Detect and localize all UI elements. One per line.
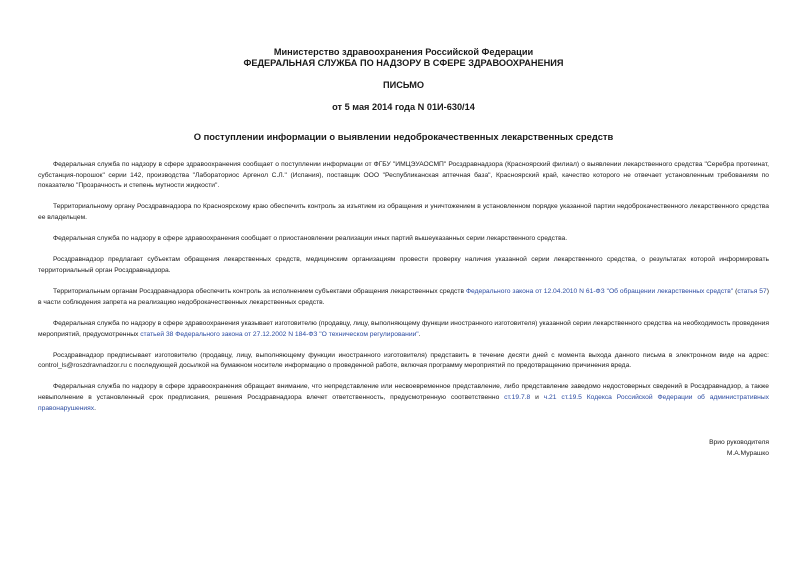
link-federal-law-61[interactable]: Федерального закона от 12.04.2010 N 61-ФЗ "Об обращении лекарственных средств" — [465, 288, 734, 296]
paragraph-4: Росздравнадзор предлагает субъектам обращения лекарственных средств, медицинским организациям провести проверку наличия указанной серии лекарственного средства, о результатах которой информировать территориальный орган Росздравнадзора. — [38, 256, 769, 274]
ministry-name: Министерство здравоохранения Российской Федерации — [273, 47, 534, 57]
document-title: О поступлении информации о выявлении недоброкачественных лекарственных средств — [193, 131, 614, 142]
paragraph-8-text-a: Федеральная служба по надзору в сфере здравоохранения обращает внимание, что непредставление или несвоевременное представление, либо представление заведомо недостоверных сведений в Росздравнадзор, а также невыполнение в установленный срок предписания, решения Росздравнадзора влечет ответственность, предусмотренную соответственно — [38, 383, 769, 402]
document-date-number: от 5 мая 2014 года N 01И-630/14 — [332, 102, 475, 112]
paragraph-8 — [38, 382, 769, 414]
link-article-19-7-8[interactable]: ст.19.7.8 — [504, 394, 531, 402]
paragraph-5-text-b: ( — [733, 288, 738, 296]
link-administrative-code[interactable]: Кодекса Российской Федерации об административных правонарушениях — [38, 394, 769, 412]
link-article-57[interactable]: статья 57 — [737, 288, 767, 296]
document-header — [0, 47, 807, 113]
document-type: ПИСЬМО — [382, 80, 425, 90]
paragraph-5-text-a: Территориальным органам Росздравнадзора обеспечить контроль за исполнением субъектами обращения лекарственных средств — [53, 288, 466, 296]
link-article-19-5-part-21[interactable]: ч.21 ст.19.5 — [543, 394, 582, 402]
paragraph-6-text-b: . — [418, 330, 421, 338]
paragraph-2: Территориальному органу Росздравнадзора по Красноярскому краю обеспечить контроль за изъятием из обращения и уничтожением в установленном порядке указанной партии недоброкачественного лекарственного средства ее владельцем. — [38, 203, 769, 221]
document-body — [38, 160, 769, 425]
paragraph-1: Федеральная служба по надзору в сфере здравоохранения сообщает о поступлении информации от ФГБУ "ИМЦЭУАОСМП" Росздравнадзора (Красноярский филиал) о выявлении лекарственного средства "Серебра протеинат, субстанция-порошок" серии 142, производства "Лабораториос Аргенол С.Л." (Испания), поставщик ООО "Республиканская аптечная база", Красноярский край, качество которого не отвечает установленным требованиям по показателю "Прозрачность и степень мутности жидкости". — [38, 161, 769, 190]
paragraph-6-text-a: Федеральная служба по надзору в сфере здравоохранения указывает изготовителю (продавцу, лицу, выполняющему функции иностранного изготовителя) указанной серии лекарственного средства на необходимость проведения мероприятий, предусмотренных — [38, 319, 769, 338]
signatory-name: М.А.Мурашко — [726, 449, 769, 457]
link-article-38-law-184[interactable]: статьей 38 Федерального закона от 27.12.2002 N 184-ФЗ "О техническом регулировании" — [140, 330, 419, 338]
paragraph-5 — [38, 287, 769, 308]
paragraph-5-text-c: ) в части соблюдения запрета на реализацию недоброкачественных лекарственных средств. — [38, 288, 769, 306]
signatory-role: Врио руководителя — [709, 439, 769, 446]
paragraph-7: Росздравнадзор предписывает изготовителю (продавцу, лицу, выполняющему функции иностранного изготовителя) представить в течение десяти дней с момента выхода данного письма в электронном виде на адрес: control_ls@roszdravnadzor.ru с последующей досылкой на бумажном носителе информацию о проведенной работе, включая программу мероприятий по предотвращению причинения вреда. — [38, 351, 769, 370]
paragraph-8-text-d: . — [94, 404, 96, 412]
agency-name: ФЕДЕРАЛЬНАЯ СЛУЖБА ПО НАДЗОРУ В СФЕРЕ ЗДРАВООХРАНЕНИЯ — [243, 58, 564, 68]
paragraph-3: Федеральная служба по надзору в сфере здравоохранения сообщает о приостановлении реализации иных партий вышеуказанных серии лекарственного средства. — [53, 235, 568, 243]
paragraph-8-text-b: и — [530, 394, 544, 402]
signature-block — [709, 438, 769, 459]
paragraph-6 — [38, 319, 769, 340]
